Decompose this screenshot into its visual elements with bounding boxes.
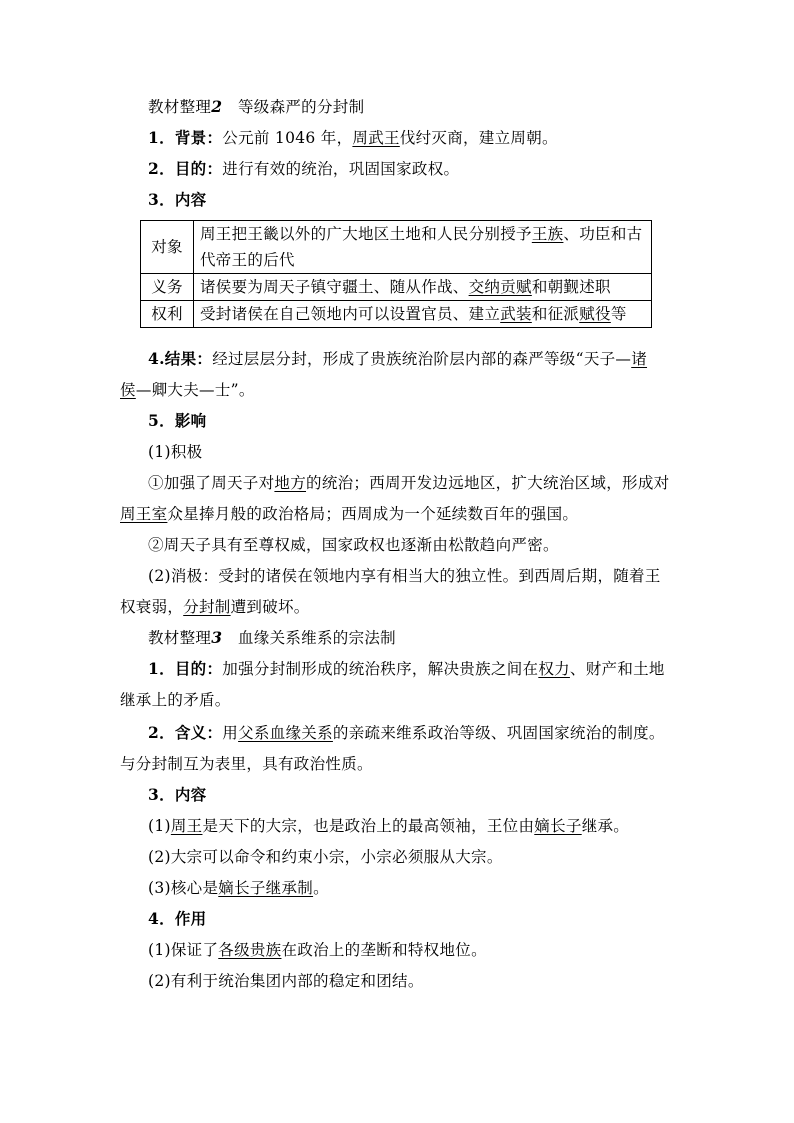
- result-line-2: 侯—卿大夫—士”。: [120, 381, 255, 399]
- table-cell-target: 周王把王畿以外的广大地区土地和人民分别授予王族、功臣和古代帝王的后代: [194, 221, 652, 274]
- influence-p1-line-2: 周王室众星捧月般的政治格局；西周成为一个延续数百年的强国。: [120, 505, 579, 523]
- table-label-duty: 义务: [141, 274, 194, 301]
- s3-effect-heading: 4．作用: [148, 909, 207, 928]
- s3-meaning-line-2: 与分封制互为表里，具有政治性质。: [120, 755, 373, 773]
- table-label-rights: 权利: [141, 301, 194, 328]
- influence-negative-line-2: 权衰弱，分封制遭到破坏。: [120, 598, 310, 616]
- influence-p2: ②周天子具有至尊权威，国家政权也逐渐由松散趋向严密。: [148, 536, 559, 554]
- s3-content-heading: 3．内容: [148, 785, 207, 804]
- influence-p1-line-1: ①加强了周天子对地方的统治；西周开发边远地区，扩大统治区域，形成对: [148, 474, 670, 492]
- background-line: 1．背景：公元前 1046 年，周武王伐纣灭商，建立周朝。: [148, 128, 558, 147]
- purpose-line: 2．目的：进行有效的统治，巩固国家政权。: [148, 159, 460, 178]
- s3-content-2: (2)大宗可以命令和约束小宗，小宗必须服从大宗。: [148, 848, 503, 866]
- s3-content-1: (1)周王是天下的大宗，也是政治上的最高领袖，王位由嫡长子继承。: [148, 817, 630, 835]
- table-row: [141, 221, 652, 274]
- influence-positive: (1)积极: [148, 443, 203, 461]
- table-cell-duty: 诸侯要为周天子镇守疆土、随从作战、交纳贡赋和朝觐述职: [194, 274, 652, 301]
- s3-purpose-line-2: 继承上的矛盾。: [120, 691, 231, 709]
- content-heading: 3．内容: [148, 190, 207, 209]
- s3-effect-2: (2)有利于统治集团内部的稳定和团结。: [148, 972, 424, 990]
- table-label-target: 对象: [141, 221, 194, 274]
- table-row: [141, 274, 652, 301]
- section-heading-2: 教材整理2 等级森严的分封制: [148, 97, 365, 116]
- influence-heading: 5．影响: [148, 411, 207, 430]
- table-cell-rights: 受封诸侯在自己领地内可以设置官员、建立武装和征派赋役等: [194, 301, 652, 328]
- content-table: [140, 220, 652, 328]
- section-heading-3: 教材整理3 血缘关系维系的宗法制: [148, 628, 396, 647]
- s3-content-3: (3)核心是嫡长子继承制。: [148, 879, 329, 897]
- result-line-1: 4.结果：经过层层分封，形成了贵族统治阶层内部的森严等级“天子—诸: [148, 349, 648, 368]
- s3-purpose-line-1: 1．目的：加强分封制形成的统治秩序，解决贵族之间在权力、财产和土地: [148, 659, 665, 678]
- influence-negative-line-1: (2)消极：受封的诸侯在领地内享有相当大的独立性。到西周后期，随着王: [148, 567, 661, 585]
- s3-meaning-line-1: 2．含义：用父系血缘关系的亲疏来维系政治等级、巩固国家统治的制度。: [148, 723, 665, 742]
- table-row: [141, 301, 652, 328]
- s3-effect-1: (1)保证了各级贵族在政治上的垄断和特权地位。: [148, 941, 487, 959]
